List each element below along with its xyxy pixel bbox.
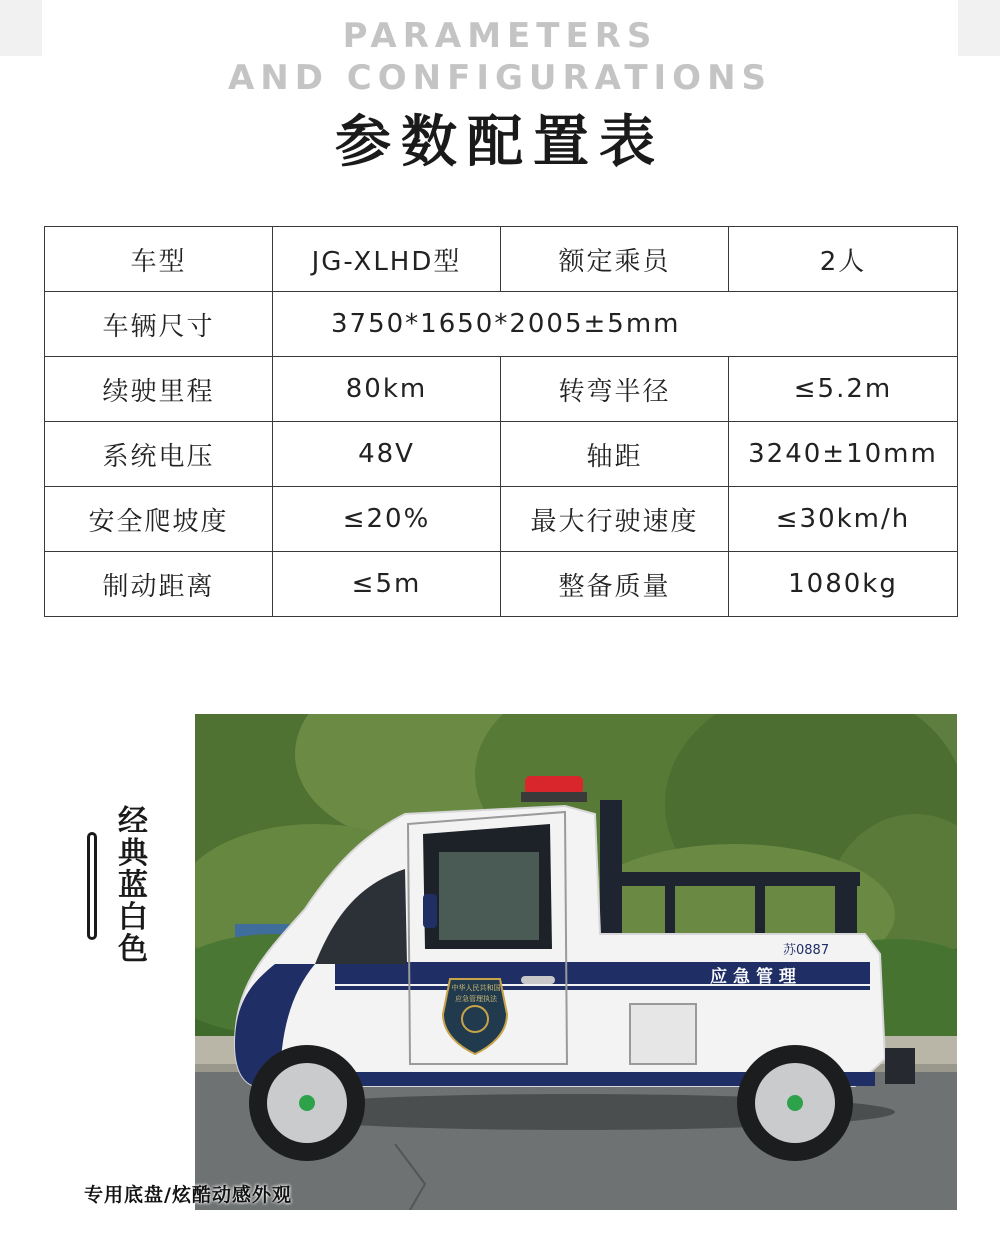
parameters-table <box>44 226 958 617</box>
param-value: 3750*1650*2005±5mm <box>273 292 958 357</box>
param-label: 车型 <box>45 227 273 292</box>
param-value: 1080kg <box>729 552 958 617</box>
table-row <box>45 357 958 422</box>
table-row <box>45 552 958 617</box>
table-row <box>45 227 958 292</box>
param-value: ≤20% <box>273 487 501 552</box>
english-title-line-1: PARAMETERS <box>342 16 658 56</box>
param-label: 制动距离 <box>45 552 273 617</box>
vehicle-photo <box>195 714 957 1210</box>
param-value: 3240±10mm <box>729 422 958 487</box>
param-value: ≤5m <box>273 552 501 617</box>
rear-wheel <box>737 1045 853 1161</box>
param-label: 最大行驶速度 <box>501 487 729 552</box>
emblem-top-text: 中华人民共和国 <box>451 984 501 992</box>
param-label: 续驶里程 <box>45 357 273 422</box>
front-wheel <box>249 1045 365 1161</box>
side-color-label: 经典蓝白色 <box>118 804 148 967</box>
english-title-line-2: AND CONFIGURATIONS <box>227 58 773 98</box>
param-value: 80km <box>273 357 501 422</box>
table-row <box>45 422 958 487</box>
table-row <box>45 487 958 552</box>
photo-caption: 专用底盘/炫酷动感外观 <box>84 1184 292 1206</box>
param-label: 系统电压 <box>45 422 273 487</box>
param-value: 48V <box>273 422 501 487</box>
door-text: 应 急 管 理 <box>710 967 796 987</box>
param-label: 安全爬坡度 <box>45 487 273 552</box>
param-value: ≤5.2m <box>729 357 958 422</box>
param-label: 转弯半径 <box>501 357 729 422</box>
param-label: 整备质量 <box>501 552 729 617</box>
side-label-bar <box>87 832 97 940</box>
plate-number: 苏0887 <box>783 943 830 958</box>
chinese-title: 参数配置表 <box>335 110 665 175</box>
table-row <box>45 292 958 357</box>
param-label: 额定乘员 <box>501 227 729 292</box>
param-label: 轴距 <box>501 422 729 487</box>
param-value: 2人 <box>729 227 958 292</box>
param-value: ≤30km/h <box>729 487 958 552</box>
emblem-bottom-text: 应急管理执法 <box>455 995 497 1003</box>
param-value: JG-XLHD型 <box>273 227 501 292</box>
param-label: 车辆尺寸 <box>45 292 273 357</box>
